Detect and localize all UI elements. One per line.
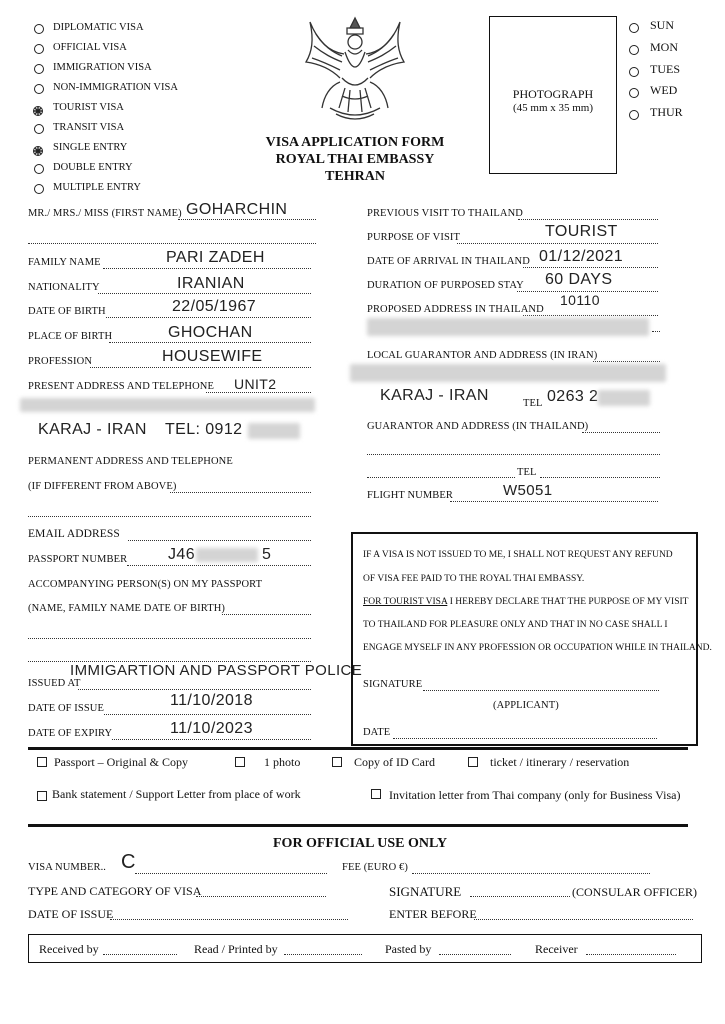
permanent-address-label: PERMANENT ADDRESS AND TELEPHONE: [28, 456, 233, 467]
applicant-label: (APPLICANT): [493, 700, 559, 711]
redacted-address: [20, 398, 315, 412]
declaration-line-2: OF VISA FEE PAID TO THE ROYAL THAI EMBASSY.: [363, 574, 585, 584]
issued-at-line[interactable]: [78, 689, 311, 690]
date-of-expiry-line[interactable]: [112, 739, 311, 740]
divider-main: [28, 747, 688, 750]
enter-before-line[interactable]: [474, 919, 693, 920]
checklist-invitation: Invitation letter from Thai company (only for Business Visa): [389, 788, 681, 802]
family-name-label: FAMILY NAME: [28, 257, 101, 268]
visa-type-multiple-entry: MULTIPLE ENTRY: [53, 182, 141, 193]
guarantor-thailand-line-2[interactable]: [367, 454, 660, 455]
local-guarantor-label: LOCAL GUARANTOR AND ADDRESS (IN IRAN): [367, 350, 598, 361]
local-guarantor-line[interactable]: [593, 361, 660, 362]
day-label-tues: TUES: [650, 62, 680, 76]
visa-number-line[interactable]: [135, 873, 327, 874]
duration-value: 60 DAYS: [545, 271, 613, 288]
radio-official-visa[interactable]: [34, 44, 44, 54]
dob-value: 22/05/1967: [172, 298, 257, 315]
received-by-line[interactable]: [103, 954, 177, 955]
title-line-2: ROYAL THAI EMBASSY: [275, 152, 435, 167]
declaration-line-5: ENGAGE MYSELF IN ANY PROFESSION OR OCCUPATION WHILE IN THAILAND.: [363, 643, 712, 653]
received-by-label: Received by: [39, 942, 99, 956]
email-label: EMAIL ADDRESS: [28, 528, 120, 540]
redacted-thai-address: [367, 318, 649, 336]
purpose-label: PURPOSE OF VISIT: [367, 232, 461, 243]
flight-line[interactable]: [450, 501, 658, 502]
proposed-address-value: 10110: [560, 292, 600, 308]
visa-type-category-label: TYPE AND CATEGORY OF VISA: [28, 884, 202, 898]
visa-type-single-entry: SINGLE ENTRY: [53, 142, 128, 153]
checkbox-passport[interactable]: [37, 757, 47, 767]
declaration-line-3-rest: I HEREBY DECLARE THAT THE PURPOSE OF MY VISIT: [447, 597, 689, 607]
passport-value-a: J46: [168, 546, 195, 563]
official-use-title: FOR OFFICIAL USE ONLY: [273, 836, 448, 851]
family-name-value: PARI ZADEH: [166, 249, 265, 266]
nationality-line[interactable]: [98, 293, 311, 294]
visa-type-double-entry: DOUBLE ENTRY: [53, 162, 133, 173]
pasted-by-label: Pasted by: [385, 942, 432, 956]
pob-label: PLACE OF BIRTH: [28, 331, 113, 342]
visa-type-non-immigration-visa: NON-IMMIGRATION VISA: [53, 82, 178, 93]
present-address-value: UNIT2: [234, 376, 277, 392]
date-of-issue-line[interactable]: [104, 714, 311, 715]
visa-number-value: C: [121, 851, 136, 873]
accompany-sub: (NAME, FAMILY NAME DATE OF BIRTH): [28, 603, 226, 614]
consular-signature-label: SIGNATURE: [389, 884, 462, 899]
applicant-signature-line[interactable]: [423, 690, 659, 691]
local-city-value: KARAJ - IRAN: [380, 387, 489, 404]
fee-line[interactable]: [412, 873, 650, 874]
issued-at-value: IMMIGARTION AND PASSPORT POLICE: [70, 662, 363, 679]
purpose-line[interactable]: [457, 243, 658, 244]
photo-size: (45 mm x 35 mm): [512, 102, 594, 114]
checkbox-photo[interactable]: [235, 757, 245, 767]
radio-single-entry[interactable]: [33, 143, 43, 153]
checklist-photo: 1 photo: [264, 755, 301, 769]
flight-value: W5051: [503, 482, 553, 499]
proposed-address-line[interactable]: [523, 315, 658, 316]
permanent-line[interactable]: [170, 492, 311, 493]
declaration-line-4: TO THAILAND FOR PLEASURE ONLY AND THAT IN NO CASE SHALL I: [363, 620, 668, 630]
first-name-value: GOHARCHIN: [186, 201, 288, 218]
family-name-line[interactable]: [103, 268, 311, 269]
declaration-line-1: IF A VISA IS NOT ISSUED TO ME, I SHALL NOT REQUEST ANY REFUND: [363, 550, 673, 560]
checklist-passport: Passport – Original & Copy: [54, 755, 188, 769]
declaration-date-label: DATE: [363, 727, 391, 738]
declaration-date-line[interactable]: [393, 738, 657, 739]
passport-value-b: 5: [262, 546, 272, 563]
divider-official: [28, 824, 688, 827]
radio-immigration-visa[interactable]: [34, 64, 44, 74]
nationality-label: NATIONALITY: [28, 282, 100, 293]
profession-label: PROFESSION: [28, 356, 93, 367]
checklist-ticket: ticket / itinerary / reservation: [490, 755, 630, 769]
proposed-address-label: PROPOSED ADDRESS IN THAILAND: [367, 304, 544, 315]
title-line-3: TEHRAN: [325, 169, 385, 184]
title-line-1: VISA APPLICATION FORM: [265, 135, 445, 150]
official-date-of-issue-label: DATE OF ISSUE: [28, 907, 114, 921]
photo-label: PHOTOGRAPH: [512, 87, 594, 101]
official-date-of-issue-line[interactable]: [110, 919, 348, 920]
read-printed-label: Read / Printed by: [194, 942, 278, 956]
visa-type-immigration-visa: IMMIGRATION VISA: [53, 62, 152, 73]
receiver-label: Receiver: [535, 942, 578, 956]
permanent-line-2[interactable]: [28, 516, 311, 517]
day-label-thur: THUR: [650, 105, 683, 119]
dob-label: DATE OF BIRTH: [28, 306, 106, 317]
garuda-emblem-icon: [300, 12, 410, 127]
passport-label: PASSPORT NUMBER: [28, 554, 128, 565]
radio-day-sun[interactable]: [629, 23, 639, 33]
checklist-id-card: Copy of ID Card: [354, 755, 435, 769]
name-line-2[interactable]: [28, 243, 316, 244]
checkbox-invitation[interactable]: [371, 789, 381, 799]
profession-line[interactable]: [90, 367, 311, 368]
visa-type-category-line[interactable]: [196, 896, 326, 897]
declaration-box: [351, 532, 712, 746]
present-address-line[interactable]: [206, 392, 311, 393]
radio-day-thur[interactable]: [629, 110, 639, 120]
nationality-value: IRANIAN: [177, 275, 245, 292]
visa-type-tourist-visa: TOURIST VISA: [53, 102, 124, 113]
tourist-visa-underlined: FOR TOURIST VISA: [363, 597, 448, 607]
local-tel-value: 0263 2: [547, 388, 599, 405]
visa-type-transit-visa: TRANSIT VISA: [53, 122, 125, 133]
visa-type-official-visa: OFFICIAL VISA: [53, 42, 127, 53]
date-of-issue-label: DATE OF ISSUE: [28, 703, 104, 714]
arrival-label: DATE OF ARRIVAL IN THAILAND: [367, 256, 530, 267]
guarantor-tel-line-a[interactable]: [367, 477, 515, 478]
redacted-passport: [196, 548, 258, 562]
radio-transit-visa[interactable]: [34, 124, 44, 134]
guarantor-tel-line-b[interactable]: [540, 477, 660, 478]
consular-officer-label: (CONSULAR OFFICER): [572, 885, 698, 899]
guarantor-thailand-label: GUARANTOR AND ADDRESS (IN THAILAND): [367, 421, 589, 432]
present-tel-value: TEL: 0912: [165, 421, 243, 438]
pasted-by-line[interactable]: [439, 954, 511, 955]
passport-line[interactable]: [127, 565, 311, 566]
email-line[interactable]: [128, 540, 311, 541]
receiver-line[interactable]: [586, 954, 676, 955]
issued-at-label: ISSUED AT: [28, 678, 81, 689]
radio-multiple-entry[interactable]: [34, 184, 44, 194]
permanent-address-sub: (IF DIFFERENT FROM ABOVE): [28, 481, 177, 492]
dob-line[interactable]: [106, 317, 311, 318]
pob-value: GHOCHAN: [168, 324, 253, 341]
radio-double-entry[interactable]: [34, 164, 44, 174]
radio-day-wed[interactable]: [629, 88, 639, 98]
radio-tourist-visa[interactable]: [33, 103, 43, 113]
date-of-expiry-value: 11/10/2023: [170, 720, 253, 737]
declaration-line-3: [363, 597, 688, 607]
profession-value: HOUSEWIFE: [162, 348, 263, 365]
previous-visit-label: PREVIOUS VISIT TO THAILAND: [367, 208, 523, 219]
purpose-value: TOURIST: [545, 223, 618, 240]
photo-box: [489, 16, 617, 174]
radio-day-mon[interactable]: [629, 45, 639, 55]
arrival-line[interactable]: [523, 267, 658, 268]
name-line[interactable]: [178, 219, 316, 220]
enter-before-label: ENTER BEFORE: [389, 907, 477, 921]
flight-label: FLIGHT NUMBER: [367, 490, 453, 501]
arrival-value: 01/12/2021: [539, 248, 624, 265]
radio-diplomatic-visa[interactable]: [34, 24, 44, 34]
radio-non-immigration-visa[interactable]: [34, 84, 44, 94]
redacted-guarantor: [350, 364, 666, 382]
processing-box: [28, 934, 702, 963]
checkbox-bank-statement[interactable]: [37, 791, 47, 801]
day-label-mon: MON: [650, 40, 679, 54]
fee-label: FEE (EURO €): [342, 862, 408, 873]
checkbox-ticket[interactable]: [468, 757, 478, 767]
present-city-value: KARAJ - IRAN: [38, 421, 147, 438]
redacted-phone: [248, 423, 300, 439]
pob-line[interactable]: [109, 342, 311, 343]
accompany-label: ACCOMPANYING PERSON(S) ON MY PASSPORT: [28, 579, 263, 590]
guarantor-tel-label: TEL: [517, 467, 537, 478]
previous-visit-line[interactable]: [518, 219, 658, 220]
name-label: MR./ MRS./ MISS (FIRST NAME): [28, 208, 182, 219]
visa-number-label: VISA NUMBER..: [28, 862, 107, 873]
radio-day-tues[interactable]: [629, 67, 639, 77]
guarantor-thailand-line[interactable]: [582, 432, 660, 433]
accompany-line[interactable]: [222, 614, 311, 615]
read-printed-line[interactable]: [284, 954, 362, 955]
checklist-bank-statement: Bank statement / Support Letter from place of work: [52, 787, 301, 801]
proposed-line-end[interactable]: [652, 331, 660, 332]
day-label-wed: WED: [650, 83, 678, 97]
redacted-local-phone: [598, 390, 650, 406]
day-label-sun: SUN: [650, 18, 675, 32]
consular-signature-line[interactable]: [470, 896, 570, 897]
present-address-label: PRESENT ADDRESS AND TELEPHONE: [28, 381, 214, 392]
date-of-issue-value: 11/10/2018: [170, 692, 253, 709]
visa-type-diplomatic-visa: DIPLOMATIC VISA: [53, 22, 144, 33]
local-tel-label: TEL: [523, 398, 543, 409]
date-of-expiry-label: DATE OF EXPIRY: [28, 728, 113, 739]
accompany-line-2[interactable]: [28, 638, 311, 639]
duration-label: DURATION OF PURPOSED STAY: [367, 280, 524, 291]
checkbox-id-card[interactable]: [332, 757, 342, 767]
applicant-signature-label: SIGNATURE: [363, 679, 423, 690]
form-title: [230, 134, 480, 185]
